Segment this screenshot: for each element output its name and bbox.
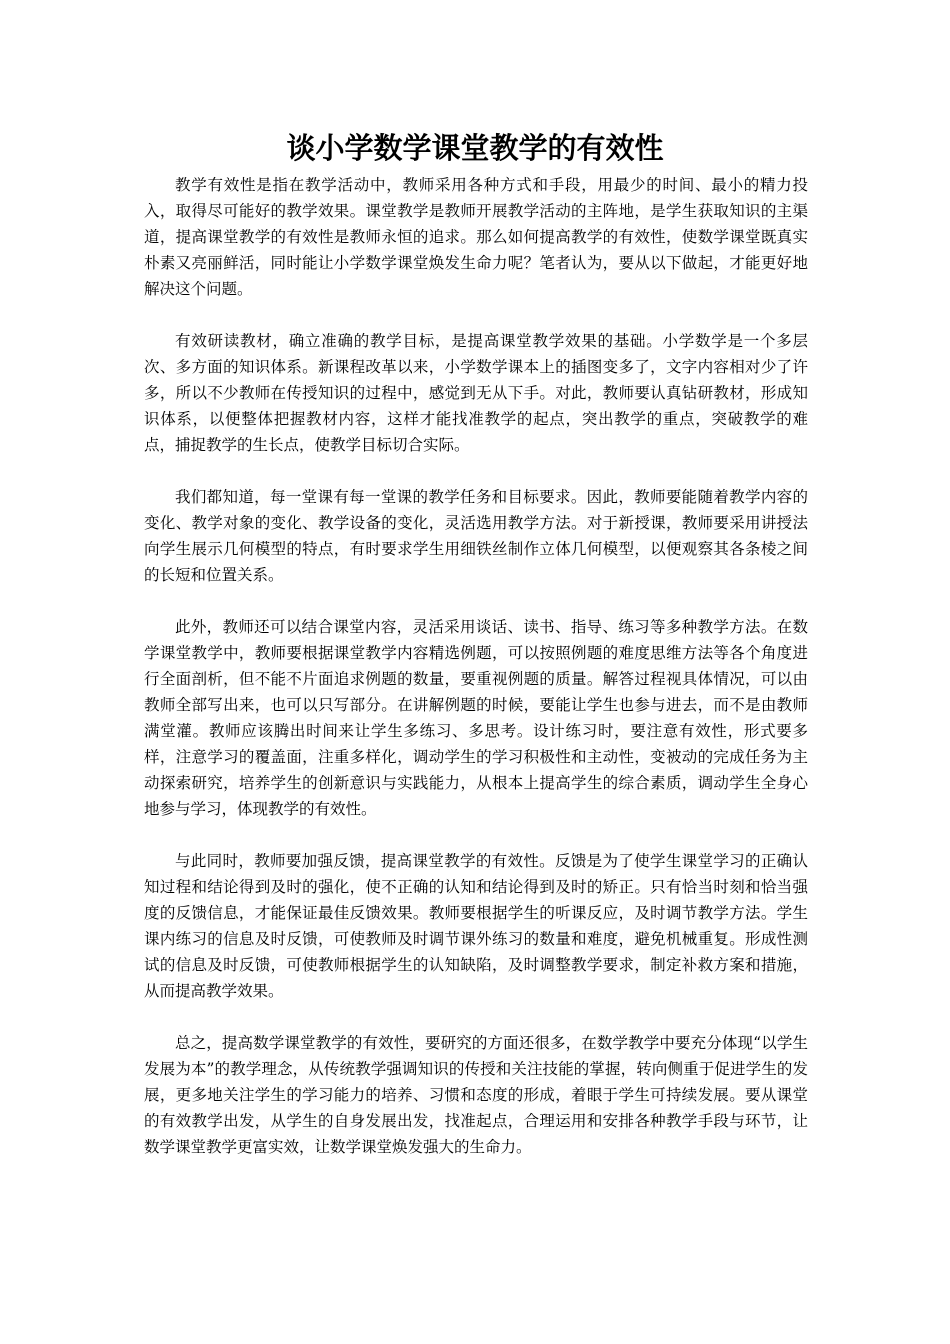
paragraph-5: 与此同时，教师要加强反馈，提高课堂教学的有效性。反馈是为了使学生课堂学习的正确认知过程和结论得到及时的强化，使不正确的认知和结论得到及时的矫正。只有恰当时刻和恰当强度的反馈信息，才能保证最佳反馈效果。教师要根据学生的听课反应，及时调节教学方法。学生课内练习的信息及时反馈，可使教师及时调节课外练习的数量和难度，避免机械重复。形成性测试的信息及时反馈，可使教师根据学生的认知缺陷，及时调整教学要求，制定补救方案和措施，从而提高教学效果。 [144, 852, 808, 1000]
paragraph-1: 教学有效性是指在教学活动中，教师采用各种方式和手段，用最少的时间、最小的精力投入，取得尽可能好的教学效果。课堂教学是教师开展教学活动的主阵地，是学生获取知识的主渠道，提高课堂教学的有效性是教师永恒的追求。那么如何提高教学的有效性，使数学课堂既真实朴素又亮丽鲜活，同时能让小学数学课堂焕发生命力呢？笔者认为，要从以下做起，才能更好地解决这个问题。 [144, 176, 808, 298]
paragraph-4: 此外，教师还可以结合课堂内容，灵活采用谈话、读书、指导、练习等多种教学方法。在数学课堂教学中，教师要根据课堂教学内容精选例题，可以按照例题的难度思维方法等各个角度进行全面剖析，但不能不片面追求例题的数量，要重视例题的质量。解答过程视具体情况，可以由教师全部写出来，也可以只写部分。在讲解例题的时候，要能让学生也参与进去，而不是由教师满堂灌。教师应该腾出时间来让学生多练习、多思考。设计练习时，要注意有效性，形式要多样，注意学习的覆盖面，注重多样化，调动学生的学习积极性和主动性，变被动的完成任务为主动探索研究，培养学生的创新意识与实践能力，从根本上提高学生的综合素质，调动学生全身心地参与学习，体现教学的有效性。 [144, 618, 808, 818]
paragraph-2: 有效研读教材，确立准确的教学目标，是提高课堂教学效果的基础。小学数学是一个多层次、多方面的知识体系。新课程改革以来，小学数学课本上的插图变多了，文字内容相对少了许多，所以不少教师在传授知识的过程中，感觉到无从下手。对此，教师要认真钻研教材，形成知识体系，以便整体把握教材内容，这样才能找准教学的起点，突出教学的重点，突破教学的难点，捕捉教学的生长点，使教学目标切合实际。 [144, 332, 808, 454]
document-body [144, 172, 808, 1160]
document-title: 谈小学数学课堂教学的有效性 [286, 131, 664, 165]
paragraph-6: 总之，提高数学课堂教学的有效性，要研究的方面还很多，在数学教学中要充分体现“以学生发展为本”的教学理念，从传统教学强调知识的传授和关注技能的掌握，转向侧重于促进学生的发展，更多地关注学生的学习能力的培养、习惯和态度的形成，着眼于学生可持续发展。要从课堂的有效教学出发，从学生的自身发展出发，找准起点，合理运用和安排各种教学手段与环节，让数学课堂教学更富实效，让数学课堂焕发强大的生命力。 [144, 1034, 808, 1156]
paragraph-3: 我们都知道，每一堂课有每一堂课的教学任务和目标要求。因此，教师要能随着教学内容的变化、教学对象的变化、教学设备的变化，灵活选用教学方法。对于新授课，教师要采用讲授法向学生展示几何模型的特点，有时要求学生用细铁丝制作立体几何模型，以便观察其各条棱之间的长短和位置关系。 [144, 488, 808, 584]
